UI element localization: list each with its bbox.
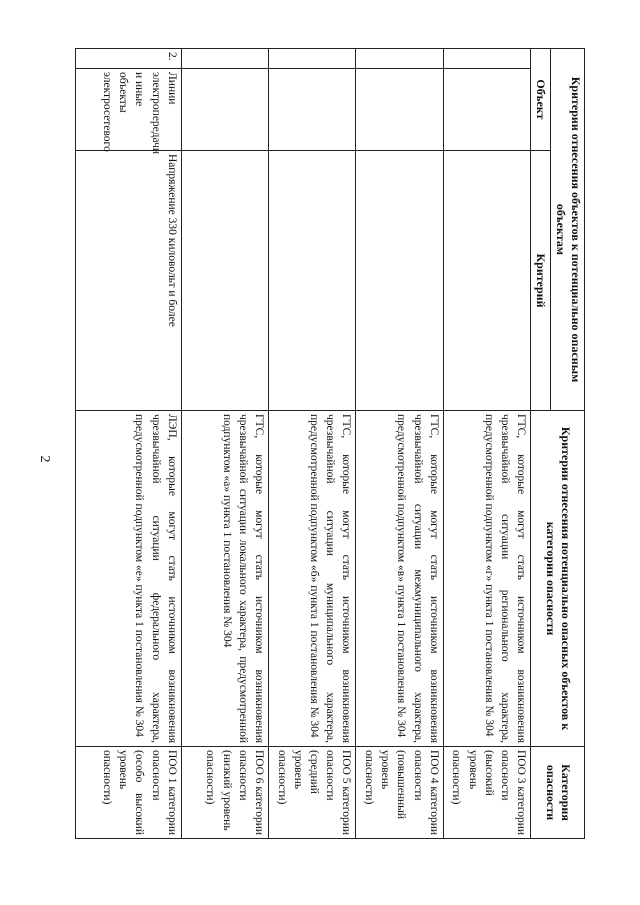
hazard-cell: ЛЭП, которые могут стать источником возникновения чрезвычайной ситуации федерального характера, предусмотренной подпунктом «е» пункта 1 постановления № 304 [76, 411, 182, 747]
hazard-criteria-table [75, 48, 585, 839]
criterion-cell: Напряжение 330 киловольт и более [76, 151, 182, 411]
num-cell [443, 49, 530, 69]
group-title-cell: Критерии отнесения объектов к потенциально опасным объектам [551, 49, 585, 411]
hazard-cell: ГТС, которые могут стать источником возникновения чрезвычайной ситуации регионального характера, предусмотренной подпунктом «г» пункта 1 постановления № 304 [443, 411, 530, 747]
hazard-criteria-header: Критерии отнесения потенциально опасных объектов к категории опасности [531, 411, 585, 747]
category-header: Категория опасности [531, 747, 585, 839]
object-cell [269, 69, 356, 151]
table-row [443, 49, 530, 839]
rotated-table-inner [75, 48, 585, 838]
object-header: Объект [531, 49, 551, 151]
object-cell: Линии электропередачи и иные объекты электросетевого [76, 69, 182, 151]
hazard-cell: ГТС, которые могут стать источником возникновения чрезвычайной ситуации локального характера, предусмотренной подпунктом «а» пункта 1 постановления № 304 [181, 411, 268, 747]
category-cell: ПОО 6 категории опасности (низкий уровень опасности) [181, 747, 268, 839]
category-cell: ПОО 1 категории опасности (особо высокий уровень опасности) [76, 747, 182, 839]
table-row [181, 49, 268, 839]
object-cell [443, 69, 530, 151]
criterion-cell [356, 151, 443, 411]
table-row [356, 49, 443, 839]
category-cell: ПОО 3 категории опасности (высокий уровень опасности) [443, 747, 530, 839]
table-header-row-1 [551, 49, 585, 839]
num-cell [181, 49, 268, 69]
num-cell [269, 49, 356, 69]
object-cell [181, 69, 268, 151]
hazard-cell: ГТС, которые могут стать источником возникновения чрезвычайной ситуации межмуниципального характера, предусмотренной подпунктом «в» пункта 1 постановления № 304 [356, 411, 443, 747]
criterion-cell [181, 151, 268, 411]
criterion-cell [269, 151, 356, 411]
page-number: 2 [37, 455, 52, 463]
table-row [269, 49, 356, 839]
criterion-header: Критерий [531, 151, 551, 411]
category-cell: ПОО 5 категории опасности (средний уровень опасности) [269, 747, 356, 839]
rotated-table-region [75, 48, 585, 838]
table-row [76, 49, 182, 839]
criterion-cell [443, 151, 530, 411]
object-cell [356, 69, 443, 151]
num-cell: 2. [76, 49, 182, 69]
hazard-cell: ГТС, которые могут стать источником возникновения чрезвычайной ситуации муниципального характера, предусмотренной подпунктом «б» пункта 1 постановления № 304 [269, 411, 356, 747]
num-cell [356, 49, 443, 69]
category-cell: ПОО 4 категории опасности (повышенный уровень опасности) [356, 747, 443, 839]
